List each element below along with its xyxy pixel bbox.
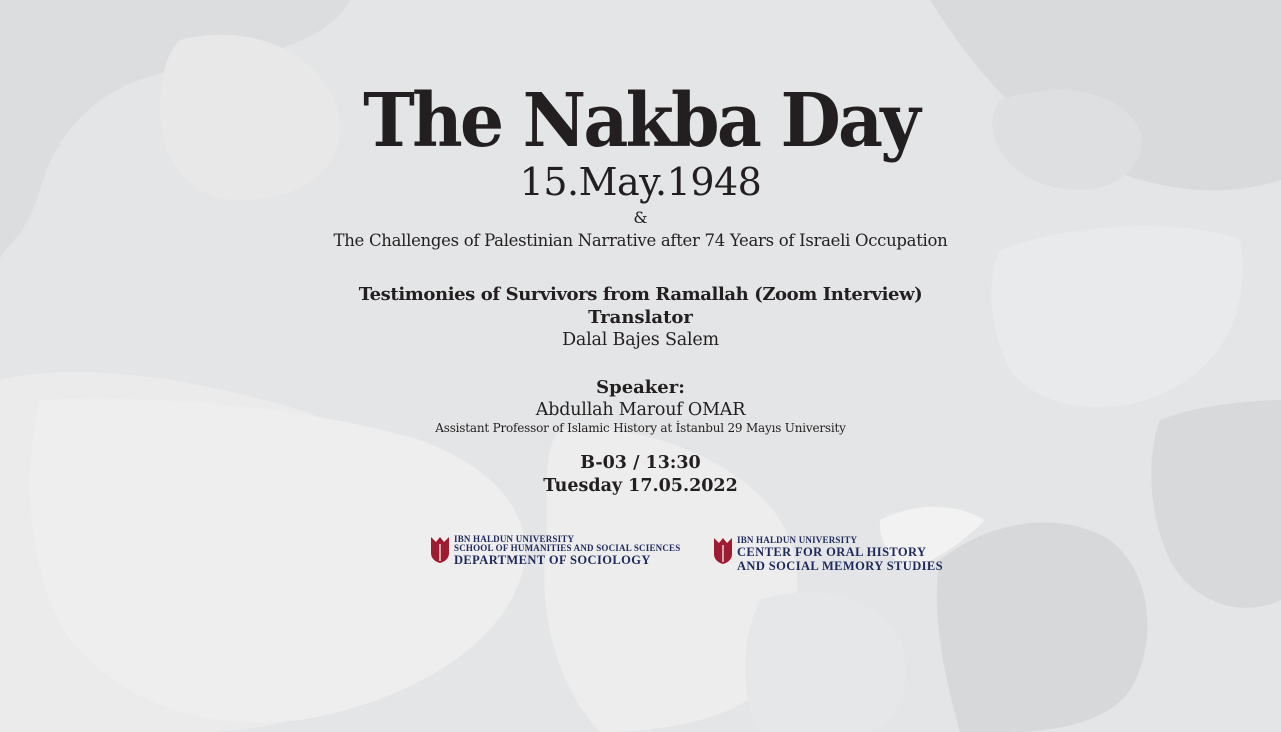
translator-heading: Translator <box>588 307 693 328</box>
speaker-heading: Speaker: <box>596 377 685 398</box>
oral-history-center-logo <box>713 536 943 572</box>
logo-department-name: DEPARTMENT OF SOCIOLOGY <box>454 553 651 567</box>
event-location-time: B-03 / 13:30 <box>580 453 701 473</box>
testimonies-heading: Testimonies of Survivors from Ramallah (Zoom Interview) <box>358 284 923 305</box>
logo-university-name: IBN HALDUN UNIVERSITY <box>737 535 858 545</box>
logo-school-name: SCHOOL OF HUMANITIES AND SOCIAL SCIENCES <box>454 543 681 553</box>
speaker-role: Assistant Professor of Islamic History at İstanbul 29 Mayıs University <box>435 421 846 435</box>
tulip-logo-icon <box>713 536 733 564</box>
ampersand: & <box>633 208 648 227</box>
translator-name: Dalal Bajes Salem <box>562 330 719 350</box>
logo-center-name-line1: CENTER FOR ORAL HISTORY <box>737 545 927 559</box>
event-day-date: Tuesday 17.05.2022 <box>543 476 738 496</box>
tulip-logo-icon <box>430 535 450 563</box>
speaker-name: Abdullah Marouf OMAR <box>535 400 746 420</box>
logo-center-name-line2: AND SOCIAL MEMORY STUDIES <box>737 558 944 573</box>
poster-subtitle: The Challenges of Palestinian Narrative after 74 Years of Israeli Occupation <box>333 231 948 250</box>
logo-university-name: IBN HALDUN UNIVERSITY <box>454 534 575 544</box>
event-date: 15.May.1948 <box>519 160 762 204</box>
poster-title: The Nakba Day <box>363 78 918 164</box>
sociology-department-logo <box>430 535 680 567</box>
